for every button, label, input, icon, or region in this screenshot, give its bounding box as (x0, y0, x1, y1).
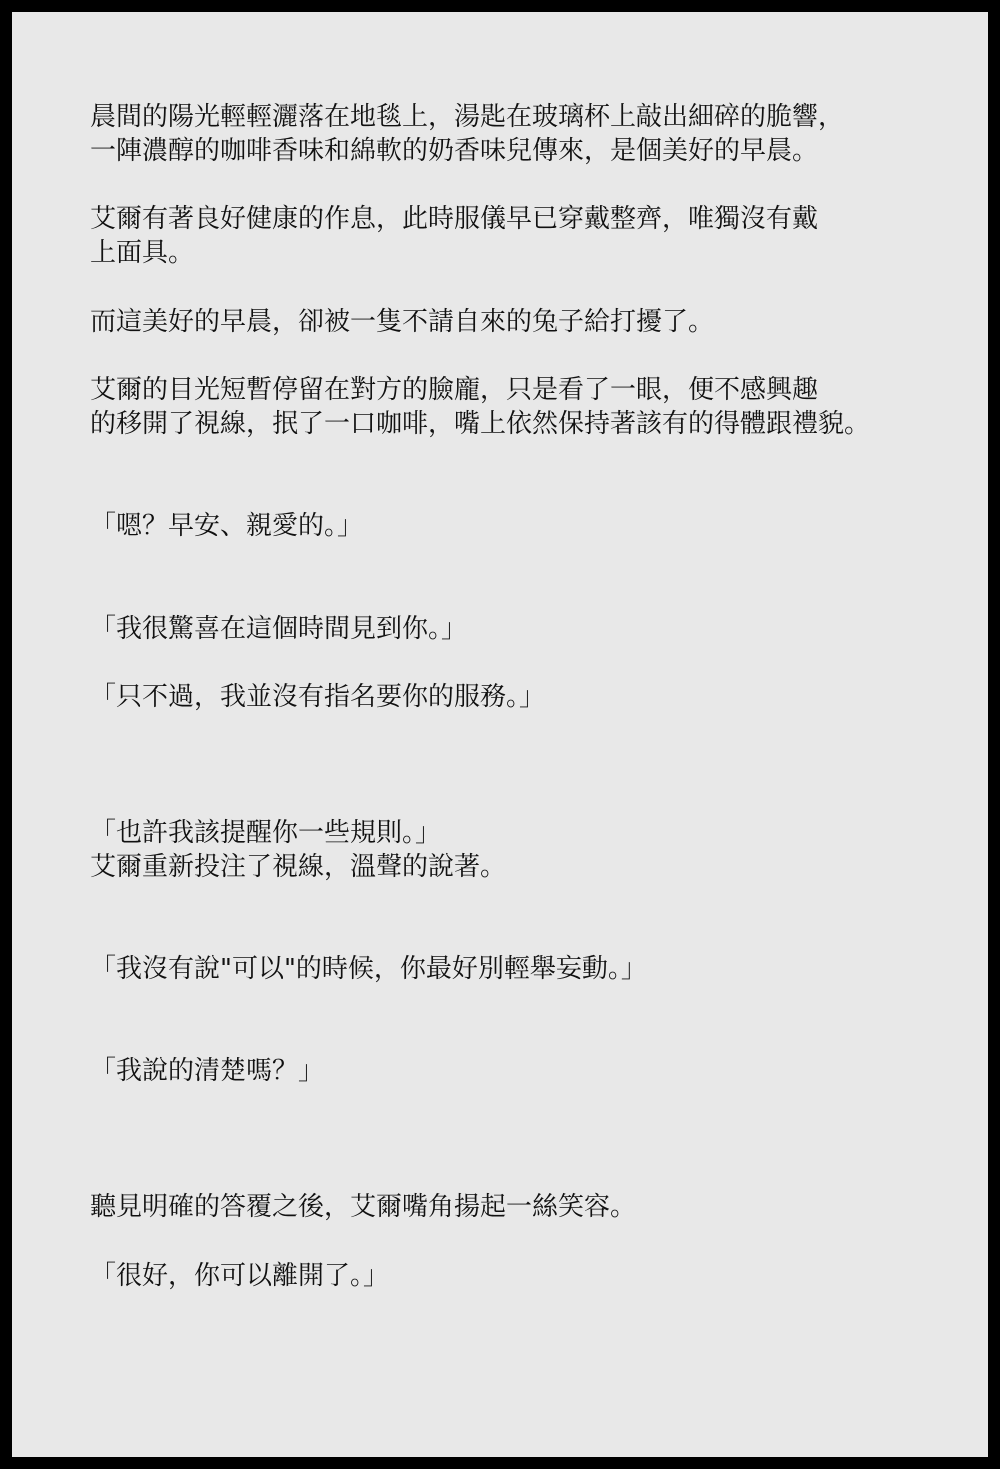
dialogue-line: 「只不過，我並沒有指名要你的服務。」 (90, 682, 546, 712)
dialogue-line: 「很好，你可以離開了。」 (90, 1261, 390, 1291)
text-line: 聽見明確的答覆之後，艾爾嘴角揚起一絲笑容。 (90, 1192, 637, 1222)
dialogue-line: 「也許我該提醒你一些規則。」 (90, 818, 442, 848)
text-line: 一陣濃醇的咖啡香味和綿軟的奶香味兒傳來，是個美好的早晨。 (90, 136, 819, 166)
document-page (12, 12, 988, 1457)
text-line: 艾爾有著良好健康的作息，此時服儀早已穿戴整齊，唯獨沒有戴 (90, 204, 819, 234)
text-line: 的移開了視線，抿了一口咖啡，嘴上依然保持著該有的得體跟禮貌。 (90, 409, 871, 439)
dialogue-line: 「我說的清楚嗎？」 (90, 1056, 325, 1086)
dialogue-line: 「嗯？早安、親愛的。」 (90, 511, 364, 541)
text-line: 艾爾的目光短暫停留在對方的臉龐，只是看了一眼，便不感興趣 (90, 375, 819, 405)
text-line: 上面具。 (90, 238, 195, 268)
text-line: 艾爾重新投注了視線，溫聲的說著。 (90, 852, 507, 882)
dialogue-line: 「我沒有說"可以"的時候，你最好別輕舉妄動。」 (90, 954, 647, 984)
text-line: 晨間的陽光輕輕灑落在地毯上，湯匙在玻璃杯上敲出細碎的脆響， (90, 102, 845, 132)
text-line: 而這美好的早晨，卻被一隻不請自來的兔子給打擾了。 (90, 307, 715, 337)
dialogue-line: 「我很驚喜在這個時間見到你。」 (90, 614, 468, 644)
